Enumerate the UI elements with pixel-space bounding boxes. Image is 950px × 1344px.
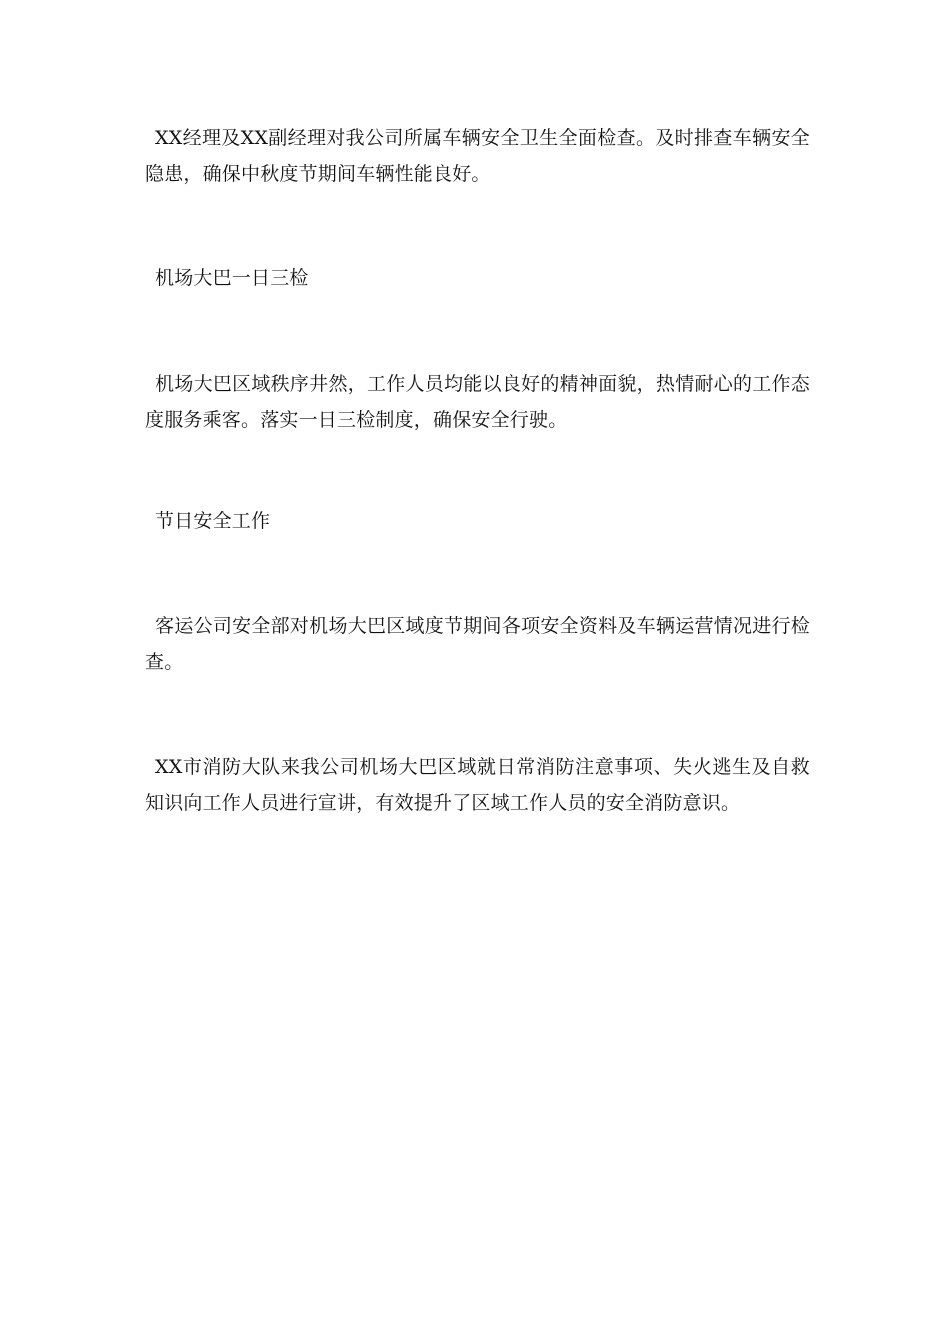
heading-text: 节日安全工作 xyxy=(155,510,271,532)
heading-text: 机场大巴一日三检 xyxy=(155,267,309,289)
paragraph-text: XX市消防大队来我公司机场大巴区域就日常消防注意事项、失火逃生及自救知识向工作人员进行宣讲，有效提升了区域工作人员的安全消防意识。 xyxy=(145,756,810,814)
paragraph-text: 机场大巴区域秩序井然，工作人员均能以良好的精神面貌，热情耐心的工作态度服务乘客。落实一日三检制度，确保安全行驶。 xyxy=(145,373,810,431)
paragraph-vehicle-inspection xyxy=(145,120,810,192)
section-heading-holiday-safety xyxy=(145,503,810,539)
paragraph-fire-brigade-lecture xyxy=(145,749,810,821)
paragraph-safety-department-check xyxy=(145,608,810,680)
paragraph-airport-bus-area xyxy=(145,366,810,438)
paragraph-text: 客运公司安全部对机场大巴区域度节期间各项安全资料及车辆运营情况进行检查。 xyxy=(145,615,810,673)
section-heading-airport-bus-checks xyxy=(145,260,810,296)
paragraph-text: XX经理及XX副经理对我公司所属车辆安全卫生全面检查。及时排查车辆安全隐患，确保中秋度节期间车辆性能良好。 xyxy=(145,127,810,185)
